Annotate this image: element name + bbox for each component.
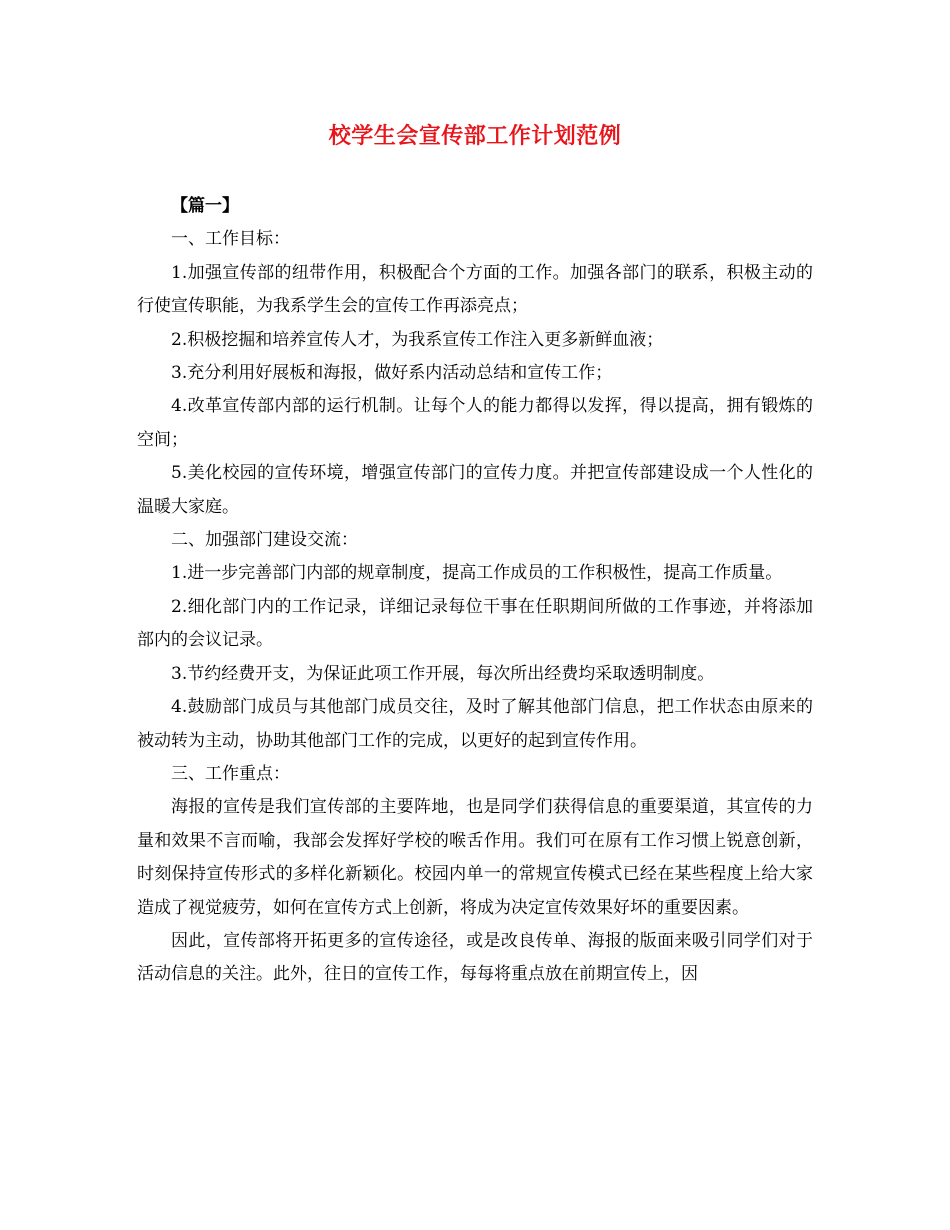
paragraph-goal-1: 1.加强宣传部的纽带作用，积极配合个方面的工作。加强各部门的联系，积极主动的行使宣传职能，为我系学生会的宣传工作再添亮点；	[137, 262, 813, 317]
document-title: 校学生会宣传部工作计划范例	[328, 123, 622, 149]
paragraph-dept-3: 3.节约经费开支，为保证此项工作开展，每次所出经费均采取透明制度。	[171, 663, 715, 684]
paragraph-dept-2: 2.细化部门内的工作记录，详细记录每位干事在任职期间所做的工作事迹，并将添加部内的会议记录。	[137, 596, 813, 651]
paragraph-focus-1: 海报的宣传是我们宣传部的主要阵地，也是同学们获得信息的重要渠道，其宣传的力量和效果不言而喻，我部会发挥好学校的喉舌作用。我们可在原有工作习惯上锐意创新，时刻保持宣传形式的多样化新颖化。校园内单一的常规宣传模式已经在某些程度上给大家造成了视觉疲劳，如何在宣传方式上创新，将成为决定宣传效果好坏的重要因素。	[137, 797, 813, 918]
section-label: 【篇一】	[171, 196, 239, 216]
heading-focus: 三、工作重点：	[171, 763, 290, 784]
paragraph-goal-5: 5.美化校园的宣传环境，增强宣传部门的宣传力度。并把宣传部建设成一个人性化的温暖大家庭。	[137, 463, 813, 517]
document-body	[137, 190, 813, 992]
paragraph-goal-2: 2.积极挖掘和培养宣传人才，为我系宣传工作注入更多新鲜血液；	[171, 329, 664, 350]
heading-department: 二、加强部门建设交流：	[171, 530, 358, 551]
paragraph-dept-4: 4.鼓励部门成员与其他部门成员交往，及时了解其他部门信息，把工作状态由原来的被动转为主动，协助其他部门工作的完成，以更好的起到宣传作用。	[137, 697, 813, 751]
paragraph-goal-4: 4.改革宣传部内部的运行机制。让每个人的能力都得以发挥，得以提高，拥有锻炼的空间；	[137, 396, 813, 450]
paragraph-focus-2: 因此，宣传部将开拓更多的宣传途径，或是改良传单、海报的版面来吸引同学们对于活动信息的关注。此外，往日的宣传工作，每每将重点放在前期宣传上，因	[137, 930, 813, 985]
paragraph-goal-3: 3.充分利用好展板和海报，做好系内活动总结和宣传工作；	[171, 363, 613, 384]
paragraph-dept-1: 1.进一步完善部门内部的规章制度，提高工作成员的工作积极性，提高工作质量。	[171, 563, 783, 584]
heading-goals: 一、工作目标：	[171, 229, 290, 250]
